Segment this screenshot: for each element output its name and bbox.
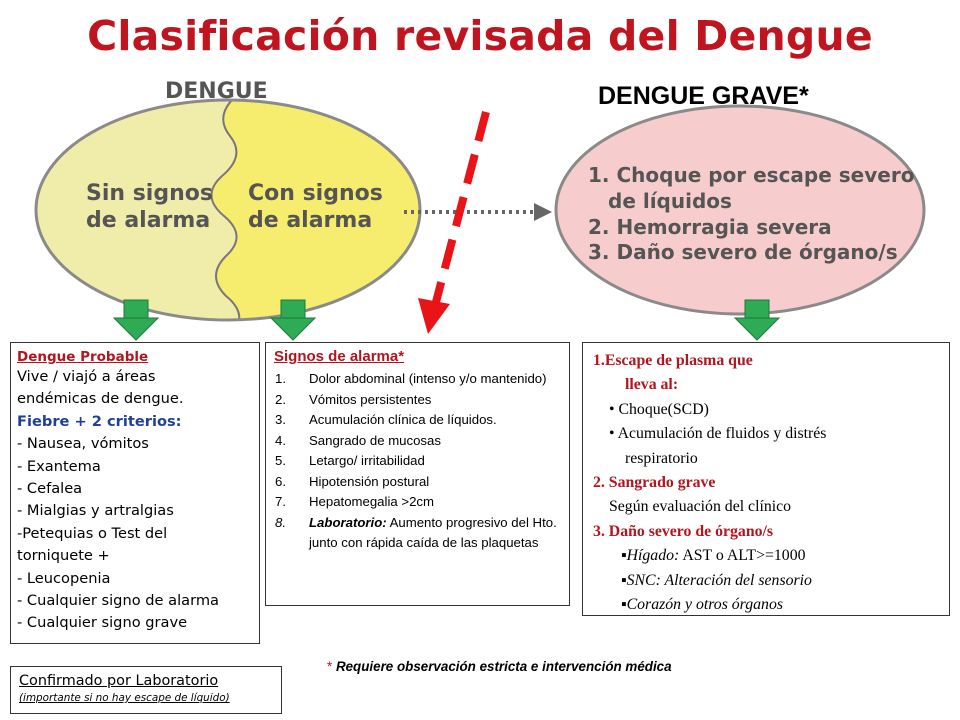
fluid-item: • Acumulación de fluidos y distrés [609, 425, 827, 443]
grave-item-2: 2. Hemorragia severa [588, 215, 832, 239]
alarm-signs-title: Signos de alarma* [274, 348, 405, 365]
lab-confirmed-box [10, 666, 282, 714]
criterion: - Nausea, vómitos [17, 435, 149, 453]
dengue-label: DENGUE [165, 79, 268, 104]
criterion: - Cualquier signo de alarma [17, 592, 219, 610]
box1-line: endémicas de dengue. [17, 390, 184, 408]
dotted-arrow-head-icon [534, 203, 552, 221]
criterion: torniquete + [17, 547, 110, 565]
organ-heading: 3. Daño severo de órgano/s [593, 522, 774, 540]
bleeding-sub: Según evaluación del clínico [609, 498, 792, 516]
grave-item-1: 1. Choque por escape severo [588, 163, 915, 187]
criterion: - Leucopenia [17, 569, 111, 587]
criteria-header: Fiebre + 2 criterios: [17, 412, 182, 430]
dengue-diagram [0, 0, 960, 345]
list-item: 7. Hepatomegalia >2cm [275, 494, 434, 509]
lab-confirmed-note: (importante si no hay escape de líquido) [19, 692, 230, 704]
organ-liver: ▪Hígado: AST o ALT>=1000 [621, 547, 806, 565]
square-bullet-icon: ▪ [621, 547, 627, 565]
list-item: 4. Sangrado de mucosas [275, 432, 441, 448]
list-item-lab: 8. Laboratorio: Aumento progresivo del Hto. junto con rápida caída de las plaquetas [275, 514, 557, 550]
dengue-probable-box [10, 342, 260, 644]
alarm-line1: Con signos [248, 181, 383, 206]
dengue-probable-title: Dengue Probable [17, 349, 149, 365]
criterion: - Cefalea [17, 480, 83, 498]
no-alarm-line1: Sin signos [86, 181, 213, 206]
square-bullet-icon: ▪ [621, 596, 627, 614]
square-bullet-icon: ▪ [621, 571, 627, 589]
list-item: 6. Hipotensión postural [275, 473, 430, 489]
bleeding-heading: 2. Sangrado grave [593, 474, 716, 492]
criterion: - Cualquier signo grave [17, 614, 188, 632]
shock-item: • Choque(SCD) [609, 400, 709, 418]
observation-note: * Requiere observación estricta e intervención médica [327, 659, 672, 674]
plasma-leak-heading-cont: lleva al: [625, 376, 679, 394]
list-item: 3. Acumulación clínica de líquidos. [275, 412, 497, 427]
alarm-signs-list [274, 369, 561, 554]
organ-heart: ▪Corazón y otros órganos [621, 596, 783, 614]
fluid-item-cont: respiratorio [625, 449, 698, 467]
alarm-line2: de alarma [248, 208, 373, 233]
list-item: 5. Letargo/ irritabilidad [275, 453, 425, 468]
box1-line: Vive / viajó a áreas [17, 368, 156, 385]
list-item: 1. Dolor abdominal (intenso y/o mantenido) [275, 371, 547, 386]
red-dashed-arrow [436, 112, 486, 302]
criterion: - Exantema [17, 457, 101, 475]
severe-dengue-box [582, 342, 950, 616]
dengue-grave-label: DENGUE GRAVE* [598, 82, 809, 110]
grave-item-1b: de líquidos [608, 189, 732, 213]
lab-confirmed-title: Confirmado por Laboratorio [19, 673, 219, 689]
alarm-signs-box [265, 342, 570, 606]
grave-item-3: 3. Daño severo de órgano/s [588, 240, 898, 264]
page-title: Clasificación revisada del Dengue [87, 12, 873, 60]
criterion: - Mialgias y artralgias [17, 502, 174, 520]
red-dashed-arrow-head-icon [418, 298, 450, 334]
no-alarm-line2: de alarma [86, 208, 211, 233]
list-item: 2. Vómitos persistentes [275, 391, 432, 407]
criterion: -Petequias o Test del [17, 524, 168, 542]
plasma-leak-heading: 1.Escape de plasma que [593, 352, 753, 369]
organ-cns: ▪SNC: Alteración del sensorio [621, 571, 812, 589]
